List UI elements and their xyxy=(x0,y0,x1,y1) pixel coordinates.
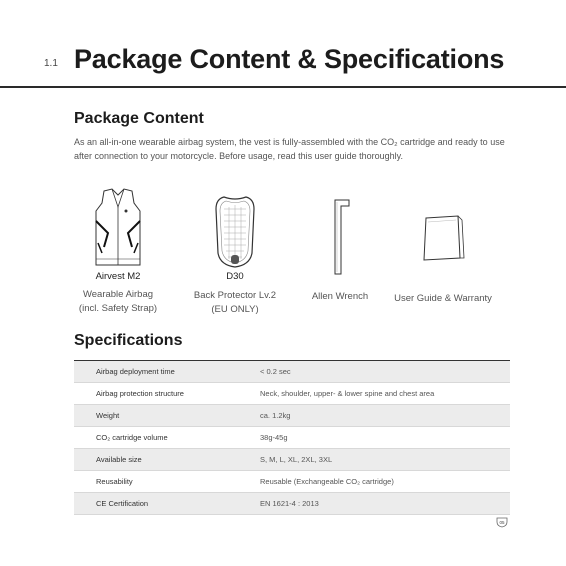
title-divider xyxy=(0,86,566,88)
table-row xyxy=(74,405,510,427)
item-description: Allen Wrench xyxy=(311,291,369,302)
item-description: Back Protector Lv.2 xyxy=(193,290,277,301)
vest-icon xyxy=(90,187,146,269)
package-item-back-protector xyxy=(180,195,290,317)
spec-label: Weight xyxy=(96,411,120,420)
table-row xyxy=(74,449,510,471)
package-content-heading: Package Content xyxy=(74,110,204,127)
page-header xyxy=(0,44,566,88)
spec-label: Available size xyxy=(96,455,142,464)
package-item-user-guide xyxy=(380,214,506,306)
table-row xyxy=(74,361,510,383)
spec-value: < 0.2 sec xyxy=(260,367,291,376)
specifications-table xyxy=(74,360,510,515)
page-number-badge xyxy=(496,516,508,528)
allen-wrench-icon xyxy=(325,198,355,276)
table-row xyxy=(74,493,510,515)
item-description-note: (incl. Safety Strap) xyxy=(78,303,158,314)
spec-label: CO₂ cartridge volume xyxy=(96,433,168,442)
spec-label: CE Certification xyxy=(96,499,149,508)
spec-label: Airbag deployment time xyxy=(96,367,175,376)
page-number: 05 xyxy=(499,520,505,525)
item-description: Wearable Airbag xyxy=(82,289,154,300)
spec-value: 38g-45g xyxy=(260,433,288,442)
spec-label: Airbag protection structure xyxy=(96,389,184,398)
package-item-allen-wrench xyxy=(300,198,380,304)
specifications-heading: Specifications xyxy=(74,332,183,349)
spec-value: ca. 1.2kg xyxy=(260,411,291,420)
spec-value: Reusable (Exchangeable CO₂ cartridge) xyxy=(260,477,394,486)
item-name: D30 xyxy=(226,271,244,282)
item-name: Airvest M2 xyxy=(95,271,141,282)
section-number: 1.1 xyxy=(44,58,58,69)
package-item-vest xyxy=(60,187,176,316)
table-row xyxy=(74,427,510,449)
page-title: Package Content & Specifications xyxy=(74,44,505,74)
spec-value: EN 1621-4 : 2013 xyxy=(260,499,319,508)
booklet-icon xyxy=(420,214,466,262)
item-description-note: (EU ONLY) xyxy=(211,304,259,315)
back-protector-icon xyxy=(214,195,256,269)
package-intro-text: As an all-in-one wearable airbag system, the vest is fully-assembled with the CO₂ cartridge and ready to use after connection to your motorcycle. Before usage, read this user guide thoroughly. xyxy=(74,137,505,161)
table-row xyxy=(74,383,510,405)
table-row xyxy=(74,471,510,493)
spec-label: Reusability xyxy=(96,477,133,486)
spec-value: Neck, shoulder, upper- & lower spine and chest area xyxy=(260,389,435,398)
item-description: User Guide & Warranty xyxy=(394,293,492,304)
spec-value: S, M, L, XL, 2XL, 3XL xyxy=(260,455,333,464)
